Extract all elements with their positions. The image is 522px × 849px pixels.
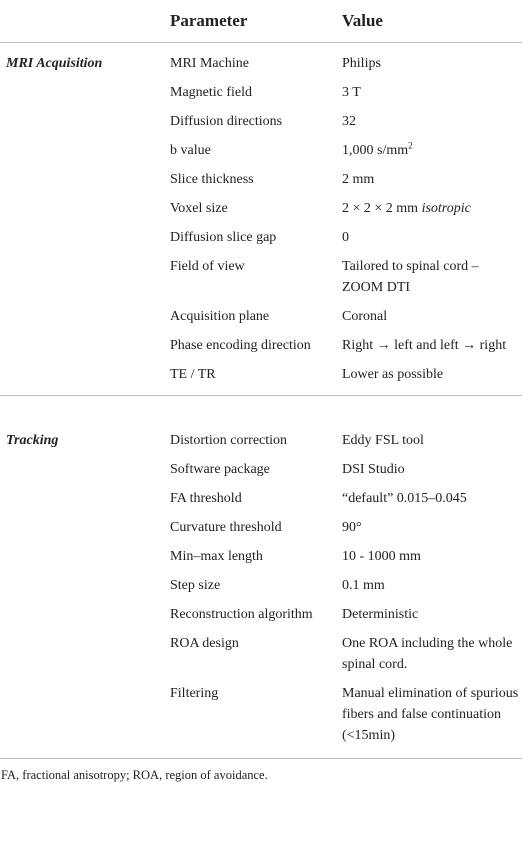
value-text: Eddy FSL tool bbox=[342, 433, 424, 448]
section-label bbox=[0, 513, 170, 542]
parameter-cell: Min–max length bbox=[170, 549, 263, 564]
section-label bbox=[0, 252, 170, 302]
section-label bbox=[0, 484, 170, 513]
value-text: 2 × 2 × 2 mm bbox=[342, 201, 422, 216]
value-cell bbox=[342, 223, 522, 252]
section-label bbox=[0, 223, 170, 252]
parameter-cell: Field of view bbox=[170, 259, 245, 274]
value-cell bbox=[342, 396, 522, 456]
parameter-cell: FA threshold bbox=[170, 491, 242, 506]
value-cell bbox=[342, 629, 522, 679]
value-text: Lower as possible bbox=[342, 367, 444, 382]
section-label bbox=[0, 78, 170, 107]
value-cell bbox=[342, 513, 522, 542]
value-cell bbox=[342, 194, 522, 223]
parameter-cell: Filtering bbox=[170, 686, 219, 701]
section-label bbox=[0, 542, 170, 571]
section-label bbox=[0, 165, 170, 194]
table-row bbox=[0, 165, 522, 194]
value-cell bbox=[342, 302, 522, 331]
parameter-cell: Slice thickness bbox=[170, 172, 254, 187]
table-row bbox=[0, 484, 522, 513]
value-text: 3 T bbox=[342, 85, 361, 100]
section-tracking bbox=[0, 396, 522, 759]
table-footnote: FA, fractional anisotropy; ROA, region of avoidance. bbox=[1, 768, 268, 782]
value-text: Right → left and left → right bbox=[342, 338, 507, 353]
value-cell bbox=[342, 165, 522, 194]
value-text: 0.1 mm bbox=[342, 578, 385, 593]
table-row bbox=[0, 571, 522, 600]
table-row bbox=[0, 542, 522, 571]
table-row bbox=[0, 136, 522, 165]
value-superscript: 2 bbox=[408, 140, 413, 151]
table-row bbox=[0, 302, 522, 331]
value-text: 90° bbox=[342, 520, 362, 535]
value-text: 0 bbox=[342, 230, 349, 245]
value-cell bbox=[342, 252, 522, 302]
value-text: 2 mm bbox=[342, 172, 375, 187]
value-text: “default” 0.015–0.045 bbox=[342, 491, 467, 506]
table-row bbox=[0, 43, 522, 79]
value-text: DSI Studio bbox=[342, 462, 405, 477]
parameter-cell: Diffusion slice gap bbox=[170, 230, 277, 245]
table-row bbox=[0, 331, 522, 360]
value-text: Tailored to spinal cord – ZOOM DTI bbox=[342, 259, 479, 295]
value-cell bbox=[342, 136, 522, 165]
section-label bbox=[0, 360, 170, 396]
value-text: 32 bbox=[342, 114, 356, 129]
section-mri-acquisition bbox=[0, 43, 522, 396]
value-emphasis: isotropic bbox=[421, 201, 471, 216]
section-label bbox=[0, 679, 170, 759]
value-cell bbox=[342, 43, 522, 79]
section-label bbox=[0, 629, 170, 679]
value-cell bbox=[342, 360, 522, 396]
value-text: Manual elimination of spurious fibers and false continuation (<15min) bbox=[342, 686, 519, 743]
table-row bbox=[0, 629, 522, 679]
value-text: Philips bbox=[342, 56, 381, 71]
value-text: Coronal bbox=[342, 309, 388, 324]
header-parameter: Parameter bbox=[170, 11, 248, 30]
value-text: One ROA including the whole spinal cord. bbox=[342, 636, 513, 672]
value-cell bbox=[342, 571, 522, 600]
value-cell bbox=[342, 542, 522, 571]
table-row bbox=[0, 360, 522, 396]
value-text: 10 - 1000 mm bbox=[342, 549, 421, 564]
value-cell bbox=[342, 455, 522, 484]
table-row bbox=[0, 396, 522, 456]
table-row bbox=[0, 107, 522, 136]
parameter-cell: Diffusion directions bbox=[170, 114, 283, 129]
table-row bbox=[0, 252, 522, 302]
section-label: MRI Acquisition bbox=[6, 56, 103, 71]
section-label bbox=[0, 331, 170, 360]
section-label: Tracking bbox=[6, 433, 59, 448]
table-row bbox=[0, 679, 522, 759]
parameter-cell: Acquisition plane bbox=[170, 309, 270, 324]
table-row bbox=[0, 600, 522, 629]
header-value: Value bbox=[342, 11, 383, 30]
parameter-cell: ROA design bbox=[170, 636, 239, 651]
parameter-cell: Phase encoding direction bbox=[170, 338, 311, 353]
section-label bbox=[0, 455, 170, 484]
parameter-cell: TE / TR bbox=[170, 367, 216, 382]
value-text: Deterministic bbox=[342, 607, 419, 622]
value-cell bbox=[342, 78, 522, 107]
parameter-cell: Software package bbox=[170, 462, 270, 477]
section-label bbox=[0, 571, 170, 600]
parameter-cell: Curvature threshold bbox=[170, 520, 282, 535]
section-label bbox=[0, 302, 170, 331]
parameter-cell: MRI Machine bbox=[170, 56, 249, 71]
section-label bbox=[0, 600, 170, 629]
value-text: 1,000 s/mm bbox=[342, 143, 409, 158]
table-row bbox=[0, 194, 522, 223]
table-row bbox=[0, 223, 522, 252]
parameter-cell: Reconstruction algorithm bbox=[170, 607, 313, 622]
table-row bbox=[0, 455, 522, 484]
parameter-cell: Voxel size bbox=[170, 201, 228, 216]
section-label bbox=[0, 194, 170, 223]
value-cell bbox=[342, 679, 522, 759]
parameter-cell: Distortion correction bbox=[170, 433, 288, 448]
parameter-cell: b value bbox=[170, 143, 211, 158]
value-cell bbox=[342, 484, 522, 513]
table-header bbox=[0, 0, 522, 43]
section-label bbox=[0, 136, 170, 165]
table-row bbox=[0, 78, 522, 107]
header-section bbox=[0, 0, 170, 43]
header-row bbox=[0, 0, 522, 43]
parameter-cell: Step size bbox=[170, 578, 221, 593]
table-row bbox=[0, 513, 522, 542]
value-cell bbox=[342, 600, 522, 629]
value-cell bbox=[342, 107, 522, 136]
value-cell bbox=[342, 331, 522, 360]
section-label bbox=[0, 107, 170, 136]
parameter-cell: Magnetic field bbox=[170, 85, 253, 100]
